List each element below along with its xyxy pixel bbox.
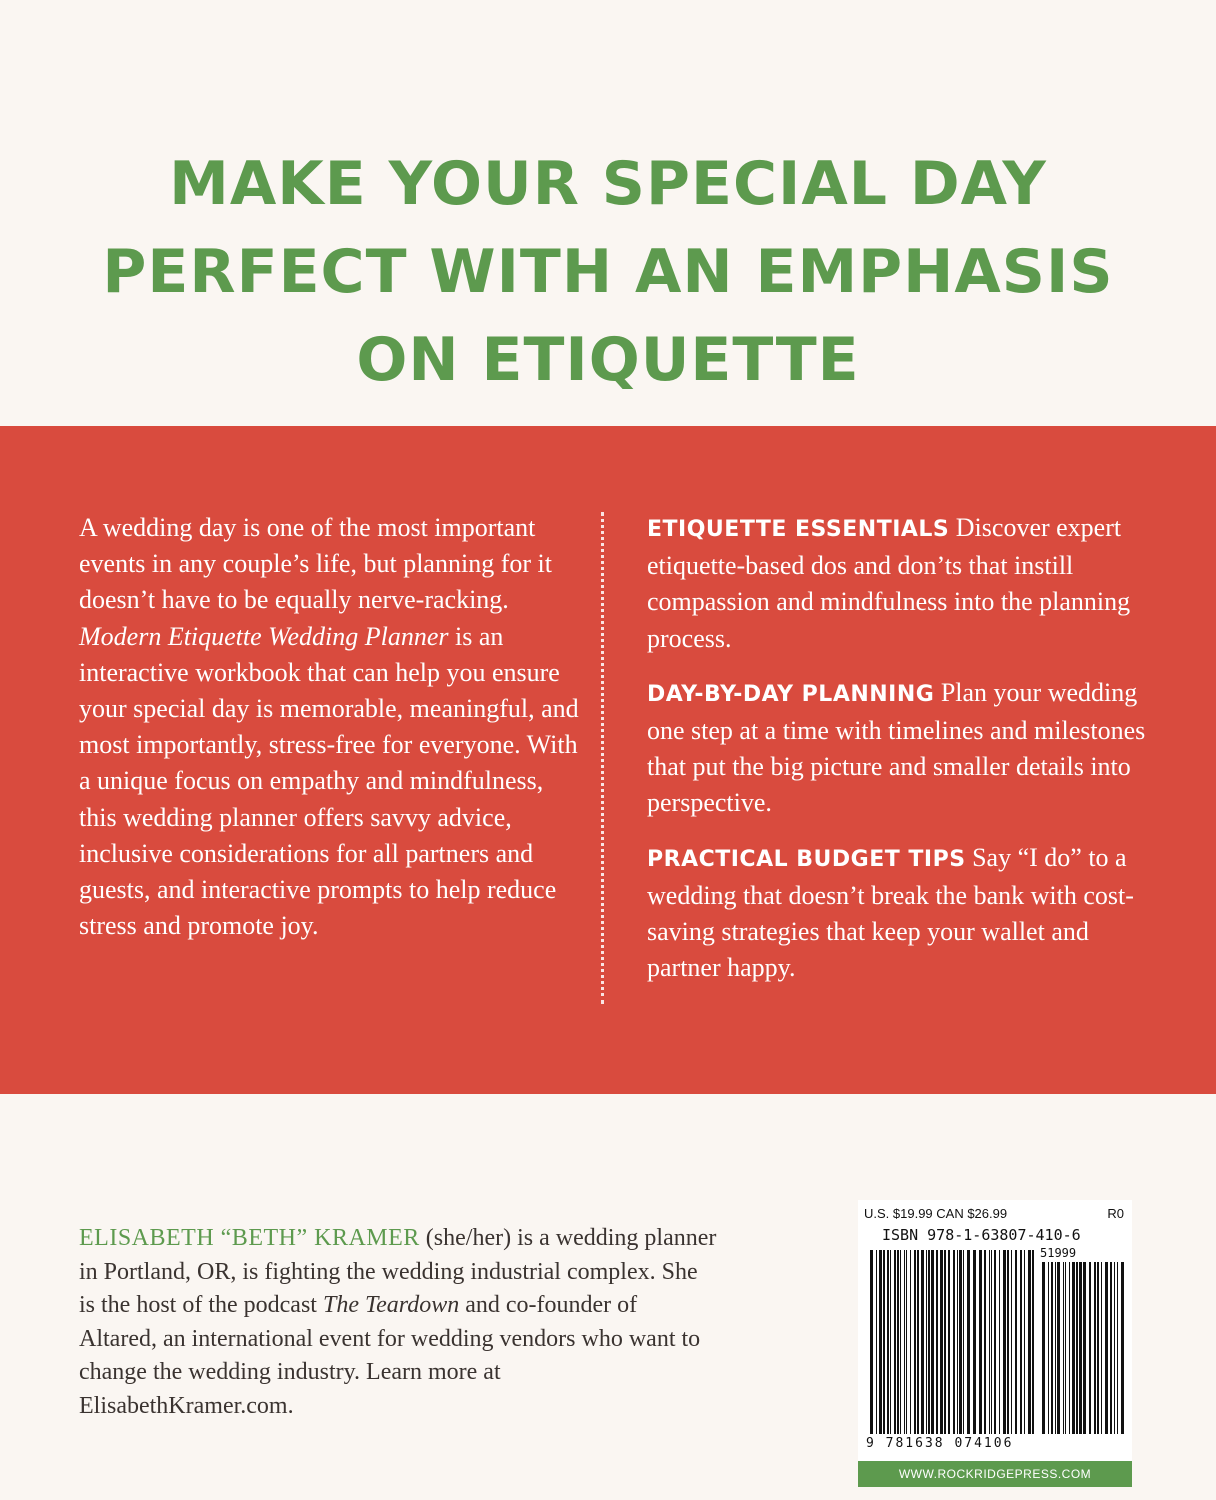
barcode-bar [1079,1262,1082,1434]
barcode-bar [883,1250,885,1434]
barcode-bar [1101,1262,1102,1434]
barcode-bar [1072,1262,1075,1434]
author-name: ELISABETH “BETH” KRAMER [79,1225,420,1251]
headline-line-1: MAKE YOUR SPECIAL DAY [169,149,1047,219]
barcode-bar [999,1250,1000,1434]
feature-title: DAY-BY-DAY PLANNING [647,681,935,707]
barcode-bar [1063,1262,1064,1434]
barcode-bar [944,1250,946,1434]
author-bio-part-2: and co-founder of Altared, an international event for wedding vendors who want to change the wedding industry. Learn more at ElisabethKramer.com. [79,1292,701,1419]
barcode-bar [1105,1262,1108,1434]
barcode-bar [989,1250,990,1434]
dotted-divider [601,512,604,1004]
headline-line-2: PERFECT WITH AN EMPHASIS [102,237,1114,307]
description-band [0,426,1216,1094]
barcode-bar [879,1250,882,1434]
price-label: U.S. $19.99 CAN $26.99 [864,1206,1008,1221]
isbn-label: ISBN 978-1-63807-410-6 [882,1226,1081,1244]
barcode-bar [994,1250,996,1434]
barcode-bar [1032,1250,1034,1434]
barcode-bar [1055,1262,1056,1434]
barcode-bar [991,1250,992,1434]
feature-text: Discover expert etiquette-based dos and don’ts that instill compassion and mindfulness into the planning process. [647,513,1131,653]
barcode-bar [940,1250,943,1434]
barcode-bar [963,1250,964,1434]
barcode-bar [904,1250,905,1434]
barcode-bar [1057,1262,1060,1434]
feature-day-by-day-planning [647,675,1147,822]
barcode-bar [1003,1250,1006,1434]
barcode-bar [1110,1262,1112,1434]
barcode-bar [948,1250,950,1434]
podcast-title: The Teardown [322,1292,460,1319]
barcode-bar [887,1250,889,1434]
code-label: R0 [1107,1206,1124,1221]
publisher-website: WWW.ROCKRIDGEPRESS.COM [858,1461,1132,1487]
barcode-bar [870,1250,873,1434]
feature-etiquette-essentials [647,510,1147,657]
barcode-bar [1114,1262,1115,1434]
barcode-bar [953,1250,955,1434]
barcode-bar [1007,1250,1009,1434]
barcode-bar [1020,1250,1022,1434]
barcode-bar [1042,1262,1045,1434]
barcode-bar [1083,1262,1086,1434]
book-title: Modern Etiquette Wedding Planner [79,621,449,651]
barcode-bar [926,1250,927,1434]
barcode-bar [1089,1262,1091,1434]
barcode-bar [1117,1262,1118,1434]
barcode-bar [914,1250,916,1434]
barcode-graphic [858,1200,1132,1464]
barcode-bar [1024,1250,1025,1434]
barcode-bar [910,1250,911,1434]
barcode-bar [1015,1250,1017,1434]
addon-code-label: 51999 [1040,1246,1077,1260]
barcode-bar [921,1250,924,1434]
description-part-1: A wedding day is one of the most important events in any couple’s life, but planning for it doesn’t have to be equally nerve-racking. [79,513,552,615]
barcode-bar [897,1250,899,1434]
barcode-bar [979,1250,982,1434]
barcode-bar [1028,1250,1031,1434]
feature-text: Plan your wedding one step at a time with timelines and milestones that put the big picture and smaller details into perspective. [647,677,1146,818]
feature-practical-budget-tips [647,840,1147,987]
barcode-bar [917,1250,919,1434]
barcode-bar [1094,1262,1096,1434]
author-bio [79,1222,719,1424]
barcode-bar [900,1250,901,1434]
barcode-bar [1076,1262,1078,1434]
description-part-2: is an interactive workbook that can help you ensure your special day is memorable, meaningful, and most importantly, stress-free for everyone. With a unique focus on empathy and mindfulness, this wedding planner offers savvy advice, inclusive considerations for all partners and guests, and interactive prompts to help reduce stress and promote joy. [79,621,579,941]
barcode-bar [936,1250,938,1434]
feature-list [647,510,1147,1004]
barcode-bar [928,1250,930,1434]
barcode-bar [967,1250,970,1434]
headline-line-3: ON ETIQUETTE [356,325,860,395]
barcode-box [858,1200,1132,1464]
headline [0,140,1216,404]
feature-text: Say “I do” to a wedding that doesn’t break the bank with cost-saving strategies that keep your wallet and partner happy. [647,842,1134,983]
book-description [79,510,579,944]
barcode-bar [906,1250,907,1434]
barcode-bar [894,1250,896,1434]
barcode-bar [1011,1250,1012,1434]
barcode-bar [1048,1262,1049,1434]
barcode-bar [1121,1262,1124,1434]
barcode-bar [890,1250,891,1434]
barcode-bar [984,1250,986,1434]
barcode-bar [1065,1262,1066,1434]
barcode-bar [876,1250,877,1434]
barcode-bar [1069,1262,1070,1434]
barcode-bar [957,1250,958,1434]
barcode-bar [931,1250,934,1434]
feature-title: ETIQUETTE ESSENTIALS [647,517,950,542]
barcode-bar [959,1250,962,1434]
feature-title: PRACTICAL BUDGET TIPS [647,846,966,872]
barcode-bar [973,1250,976,1434]
author-bio-part-1: (she/her) is a wedding planner in Portland, OR, is fighting the wedding industrial complex. She is the host of the podcast [79,1225,717,1319]
barcode-bar [1051,1262,1053,1434]
ean-number: 9 781638 074106 [866,1436,1014,1451]
barcode-bar [1097,1262,1099,1434]
